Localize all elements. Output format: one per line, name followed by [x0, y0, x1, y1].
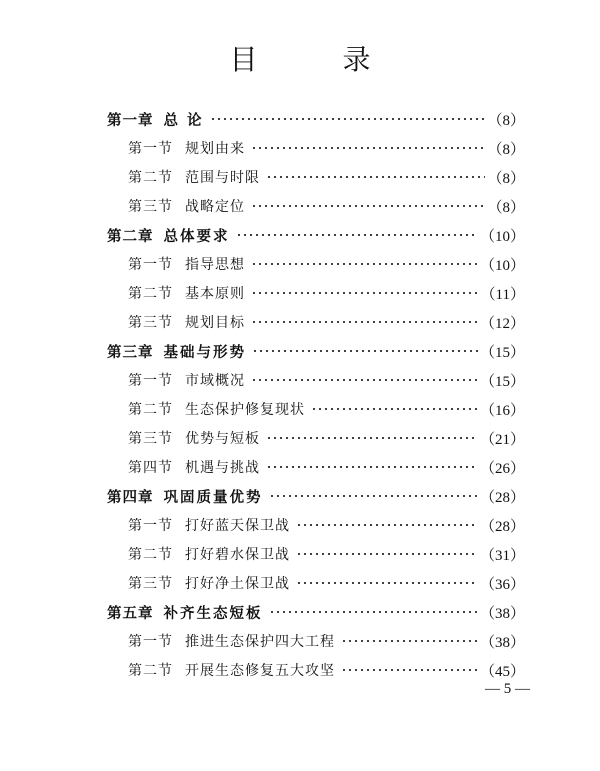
toc-entry-title: 基础与形势	[163, 344, 246, 361]
leader-dots	[266, 427, 478, 449]
toc-entry-title: 打好净土保卫战	[185, 576, 290, 592]
toc-entry-number: 第三节	[128, 431, 173, 447]
leader-dots	[296, 514, 478, 536]
page-title: 目 录	[229, 43, 409, 76]
toc-section-3-1[interactable]	[128, 369, 525, 391]
toc-entry-page: （45）	[479, 663, 525, 680]
leader-dots	[269, 601, 478, 623]
toc-entry-page: （28）	[479, 489, 525, 506]
toc-entry-page: （38）	[479, 634, 525, 651]
toc-entry-number: 第二节	[128, 547, 173, 563]
toc-entry-number: 第一节	[128, 141, 173, 157]
toc-section-4-2[interactable]	[128, 543, 525, 565]
toc-section-3-4[interactable]	[128, 456, 525, 478]
toc-chapter-4[interactable]	[107, 485, 525, 507]
toc-entry-number: 第二节	[128, 286, 173, 302]
toc-entry-number: 第二节	[128, 170, 173, 186]
toc-section-1-3[interactable]	[128, 195, 525, 217]
toc-section-4-1[interactable]	[128, 514, 525, 536]
toc-entry-title: 打好蓝天保卫战	[185, 518, 290, 534]
toc-section-2-1[interactable]	[128, 253, 525, 275]
toc-entry-page: （8）	[487, 170, 525, 187]
toc-entry-title: 生态保护修复现状	[185, 402, 305, 418]
page-number: — 5 —	[485, 681, 530, 697]
toc-section-4-3[interactable]	[128, 572, 525, 594]
toc-entry-page: （28）	[479, 518, 525, 535]
toc-entry-title: 规划目标	[185, 315, 245, 331]
toc-entry-title: 战略定位	[185, 199, 245, 215]
toc-entry-number: 第五章	[107, 605, 154, 622]
toc-entry-title: 巩固质量优势	[163, 489, 263, 506]
leader-dots	[251, 369, 478, 391]
toc-entry-title: 规划由来	[185, 141, 245, 157]
toc-entry-title: 基本原则	[185, 286, 245, 302]
toc-entry-page: （36）	[479, 576, 525, 593]
toc-entry-title: 补齐生态短板	[163, 605, 263, 622]
toc-chapter-3[interactable]	[107, 340, 525, 362]
toc-entry-number: 第一节	[128, 518, 173, 534]
toc-chapter-2[interactable]	[107, 224, 525, 246]
leader-dots	[251, 195, 485, 217]
toc-section-5-1[interactable]	[128, 630, 525, 652]
toc-section-2-2[interactable]	[128, 282, 525, 304]
toc-entry-title: 开展生态修复五大攻坚	[185, 663, 335, 679]
leader-dots	[251, 282, 479, 304]
toc-entry-number: 第三节	[128, 576, 173, 592]
toc-entry-number: 第三章	[107, 344, 154, 361]
toc-entry-page: （10）	[479, 257, 525, 274]
leader-dots	[269, 485, 478, 507]
leader-dots	[296, 572, 478, 594]
leader-dots	[210, 108, 486, 130]
toc-entry-page: （10）	[479, 228, 525, 245]
toc-entry-number: 第四节	[128, 460, 173, 476]
toc-section-2-3[interactable]	[128, 311, 525, 333]
toc-chapter-5[interactable]	[107, 601, 525, 623]
toc-entry-page: （15）	[479, 373, 525, 390]
toc-entry-title: 范围与时限	[185, 170, 260, 186]
toc-entry-page: （11）	[480, 286, 525, 303]
leader-dots	[251, 311, 478, 333]
toc-entry-page: （8）	[487, 141, 525, 158]
toc-entry-page: （15）	[479, 344, 525, 361]
toc-entry-title: 推进生态保护四大工程	[185, 634, 335, 650]
leader-dots	[251, 137, 485, 159]
toc-entry-title: 指导思想	[185, 257, 245, 273]
leader-dots	[236, 224, 478, 246]
toc-entry-page: （16）	[479, 402, 525, 419]
toc-entry-number: 第一章	[107, 112, 154, 129]
leader-dots	[266, 166, 485, 188]
toc-entry-number: 第二节	[128, 663, 173, 679]
toc-entry-title: 优势与短板	[185, 431, 260, 447]
toc-entry-number: 第三节	[128, 315, 173, 331]
toc-entry-number: 第一节	[128, 373, 173, 389]
leader-dots	[341, 630, 478, 652]
toc-entry-page: （26）	[479, 460, 525, 477]
toc-entry-number: 第三节	[128, 199, 173, 215]
toc-chapter-1[interactable]	[107, 108, 525, 130]
toc-entry-page: （8）	[487, 112, 525, 129]
toc-section-1-2[interactable]	[128, 166, 525, 188]
leader-dots	[266, 456, 478, 478]
leader-dots	[311, 398, 478, 420]
leader-dots	[251, 253, 478, 275]
toc-entry-page: （21）	[479, 431, 525, 448]
toc-entry-number: 第四章	[107, 489, 154, 506]
toc-section-1-1[interactable]	[128, 137, 525, 159]
toc-entry-title: 机遇与挑战	[185, 460, 260, 476]
toc-section-5-2[interactable]	[128, 659, 525, 681]
toc-entry-number: 第一节	[128, 257, 173, 273]
leader-dots	[252, 340, 478, 362]
toc-section-3-3[interactable]	[128, 427, 525, 449]
toc-entry-page: （38）	[479, 605, 525, 622]
toc-entry-page: （12）	[479, 315, 525, 332]
toc-entry-title: 打好碧水保卫战	[185, 547, 290, 563]
toc-entry-number: 第二节	[128, 402, 173, 418]
toc-entry-title: 市域概况	[185, 373, 245, 389]
leader-dots	[296, 543, 478, 565]
toc-section-3-2[interactable]	[128, 398, 525, 420]
toc-entry-title: 总体要求	[163, 228, 230, 245]
toc-entry-number: 第二章	[107, 228, 154, 245]
leader-dots	[341, 659, 478, 681]
toc-entry-title: 总 论	[163, 112, 204, 129]
toc-entry-page: （8）	[487, 199, 525, 216]
toc-entry-number: 第一节	[128, 634, 173, 650]
toc-entry-page: （31）	[479, 547, 525, 564]
